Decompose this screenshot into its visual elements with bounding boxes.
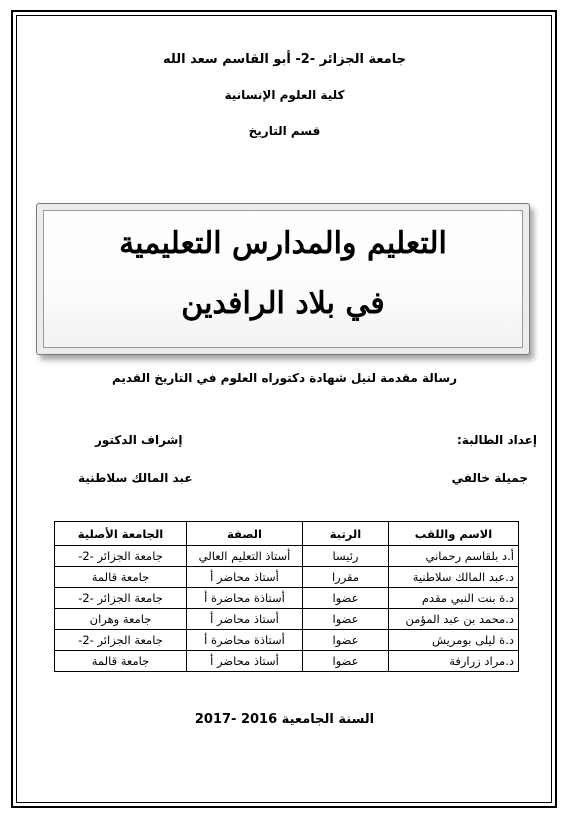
table-row bbox=[55, 651, 519, 672]
thesis-title-box bbox=[36, 203, 530, 355]
member-grade: أستاذ محاضر أ bbox=[187, 609, 303, 630]
thesis-subtitle: رسالة مقدمة لنيل شهادة دكتوراه العلوم في التاريخ القديم bbox=[111, 371, 458, 385]
column-header-university: الجامعة الأصلية bbox=[55, 522, 187, 546]
member-role: عضوا bbox=[303, 609, 389, 630]
member-name: د.مراد زرارفة bbox=[389, 651, 519, 672]
faculty-name: كلية العلوم الإنسانية bbox=[224, 88, 345, 102]
department-name: قسم التاريخ bbox=[248, 124, 321, 138]
member-name: د.ة بنت النبي مقدم bbox=[389, 588, 519, 609]
table-row bbox=[55, 567, 519, 588]
member-role: عضوا bbox=[303, 630, 389, 651]
member-name: د.عبد المالك سلاطنية bbox=[389, 567, 519, 588]
supervisor-name: عبد المالك سلاطنية bbox=[78, 471, 193, 485]
member-grade: أستاذ محاضر أ bbox=[187, 651, 303, 672]
column-header-grade: الصفة bbox=[187, 522, 303, 546]
member-role: رئيسا bbox=[303, 546, 389, 567]
column-header-name: الاسم واللقب bbox=[389, 522, 519, 546]
thesis-title-line-1: التعليم والمدارس التعليمية bbox=[119, 226, 447, 261]
member-university: جامعة الجزائر -2- bbox=[55, 588, 187, 609]
thesis-title-line-2: في بلاد الرافدين bbox=[181, 286, 385, 321]
column-header-rank: الرتبة bbox=[303, 522, 389, 546]
supervisor-label: إشراف الدكتور bbox=[95, 433, 183, 447]
student-name: جميلة خالفي bbox=[451, 471, 528, 485]
member-name: د.ة ليلى بومريش bbox=[389, 630, 519, 651]
academic-year: السنة الجامعية 2016 -2017 bbox=[194, 712, 375, 727]
university-name: جامعة الجزائر -2- أبو القاسم سعد الله bbox=[163, 52, 406, 67]
member-grade: أستاذة محاضرة أ bbox=[187, 588, 303, 609]
member-grade: أستاذ التعليم العالي bbox=[187, 546, 303, 567]
table-row bbox=[55, 630, 519, 651]
member-university: جامعة قالمة bbox=[55, 651, 187, 672]
table-row bbox=[55, 609, 519, 630]
member-university: جامعة الجزائر -2- bbox=[55, 546, 187, 567]
member-role: عضوا bbox=[303, 588, 389, 609]
table-row bbox=[55, 588, 519, 609]
member-grade: أستاذ محاضر أ bbox=[187, 567, 303, 588]
member-name: د.محمد بن عبد المؤمن bbox=[389, 609, 519, 630]
member-grade: أستاذة محاضرة أ bbox=[187, 630, 303, 651]
member-university: جامعة قالمة bbox=[55, 567, 187, 588]
jury-committee-table bbox=[54, 521, 519, 672]
prepared-by-label: إعداد الطالبة: bbox=[457, 433, 537, 447]
table-header-row bbox=[55, 522, 519, 546]
member-university: جامعة وهران bbox=[55, 609, 187, 630]
table-row bbox=[55, 546, 519, 567]
member-university: جامعة الجزائر -2- bbox=[55, 630, 187, 651]
member-role: مقررا bbox=[303, 567, 389, 588]
member-role: عضوا bbox=[303, 651, 389, 672]
member-name: أ.د بلقاسم رحماني bbox=[389, 546, 519, 567]
